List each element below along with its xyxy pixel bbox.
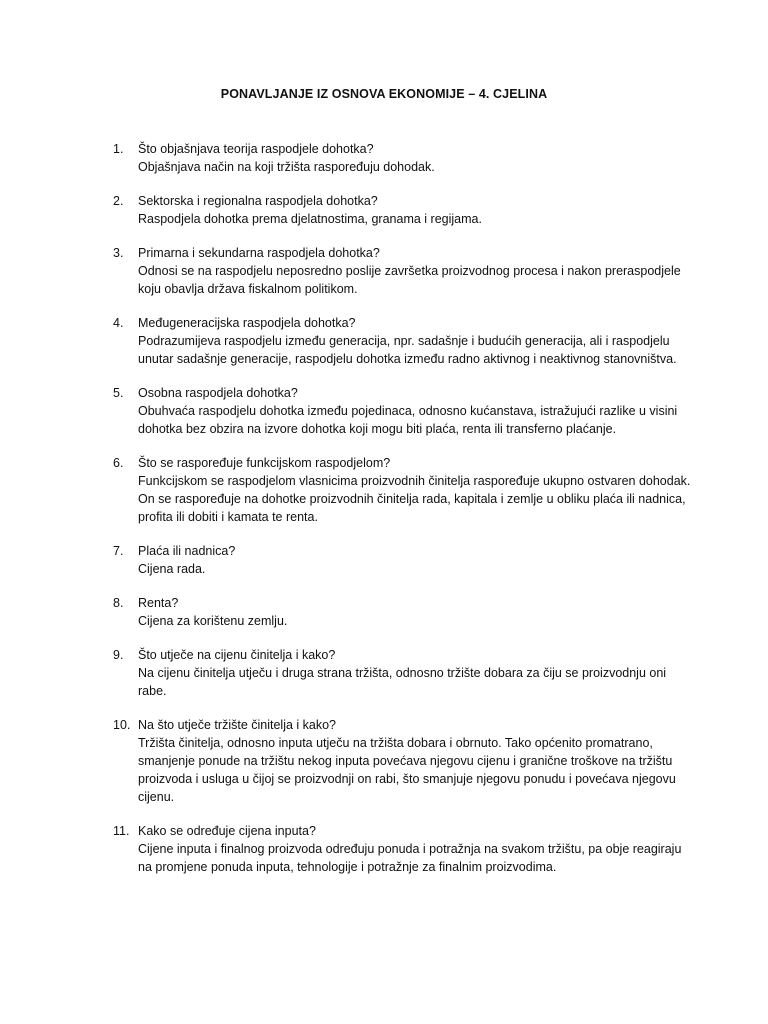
question-list	[113, 140, 693, 892]
item-number: 3.	[113, 246, 124, 260]
list-item	[113, 542, 693, 578]
question-text: Renta?	[138, 596, 179, 610]
answer-text: Odnosi se na raspodjelu neposredno poslije završetka proizvodnog procesa i nakon preraspodjele koju obavlja država fiskalnom politikom.	[138, 264, 681, 296]
question-text: Primarna i sekundarna raspodjela dohotka?	[138, 246, 380, 260]
list-item	[113, 192, 693, 228]
item-number: 10.	[113, 718, 131, 732]
question-text: Plaća ili nadnica?	[138, 544, 236, 558]
document-title: PONAVLJANJE IZ OSNOVA EKONOMIJE – 4. CJELINA	[220, 87, 548, 101]
answer-text: Cijena rada.	[138, 562, 206, 576]
list-item	[113, 314, 693, 368]
list-item	[113, 594, 693, 630]
question-text: Što se raspoređuje funkcijskom raspodjelom?	[138, 456, 391, 470]
item-number: 4.	[113, 316, 124, 330]
question-text: Sektorska i regionalna raspodjela dohotka?	[138, 194, 378, 208]
question-text: Međugeneracijska raspodjela dohotka?	[138, 316, 356, 330]
answer-text: Raspodjela dohotka prema djelatnostima, granama i regijama.	[138, 212, 482, 226]
answer-text: Cijena za korištenu zemlju.	[138, 614, 288, 628]
list-item	[113, 454, 693, 526]
item-number: 2.	[113, 194, 124, 208]
question-text: Na što utječe tržište činitelja i kako?	[138, 718, 337, 732]
item-number: 1.	[113, 142, 124, 156]
list-item	[113, 822, 693, 876]
answer-text: Objašnjava način na koji tržišta raspoređuju dohodak.	[138, 160, 435, 174]
answer-text: Obuhvaća raspodjelu dohotka između pojedinaca, odnosno kućanstava, istražujući razlike u visini dohotka bez obzira na izvore dohotka koji mogu biti plaća, renta ili transferno plaćanje.	[138, 404, 678, 436]
question-text: Kako se određuje cijena inputa?	[138, 824, 316, 838]
item-number: 8.	[113, 596, 124, 610]
list-item	[113, 244, 693, 298]
question-text: Što utječe na cijenu činitelja i kako?	[138, 648, 336, 662]
item-number: 6.	[113, 456, 124, 470]
list-item	[113, 646, 693, 700]
answer-text: Tržišta činitelja, odnosno inputa utječu na tržišta dobara i obrnuto. Tako općenito promatrano, smanjenje ponude na tržištu nekog inputa povećava njegovu cijenu i granične troškove na tržištu proizvoda i usluga u čijoj se proizvodnji on rabi, što smanjuje njegovu ponudu i povećava njegovu cijenu.	[138, 736, 676, 804]
answer-text: Na cijenu činitelja utječu i druga strana tržišta, odnosno tržište dobara za čiju se proizvodnju oni rabe.	[138, 666, 667, 698]
item-number: 9.	[113, 648, 124, 662]
list-item	[113, 384, 693, 438]
list-item	[113, 716, 693, 806]
question-text: Što objašnjava teorija raspodjele dohotka?	[138, 142, 374, 156]
answer-text: Funkcijskom se raspodjelom vlasnicima proizvodnih činitelja raspoređuje ukupno ostvaren dohodak. On se raspoređuje na dohotke proizvodnih činitelja rada, kapitala i zemlje u obliku plaća ili nadnica, profita ili dobiti i kamata te renta.	[138, 474, 691, 524]
answer-text: Podrazumijeva raspodjelu između generacija, npr. sadašnje i budućih generacija, ali i raspodjelu unutar sadašnje generacije, raspodjelu dohotka između radno aktivnog i neaktivnog stanovništva.	[138, 334, 677, 366]
question-text: Osobna raspodjela dohotka?	[138, 386, 298, 400]
item-number: 11.	[113, 824, 130, 838]
answer-text: Cijene inputa i finalnog proizvoda određuju ponuda i potražnja na svakom tržištu, pa obje reagiraju na promjene ponuda inputa, tehnologije i potražnje za finalnim proizvodima.	[138, 842, 682, 874]
item-number: 5.	[113, 386, 124, 400]
item-number: 7.	[113, 544, 124, 558]
list-item	[113, 140, 693, 176]
